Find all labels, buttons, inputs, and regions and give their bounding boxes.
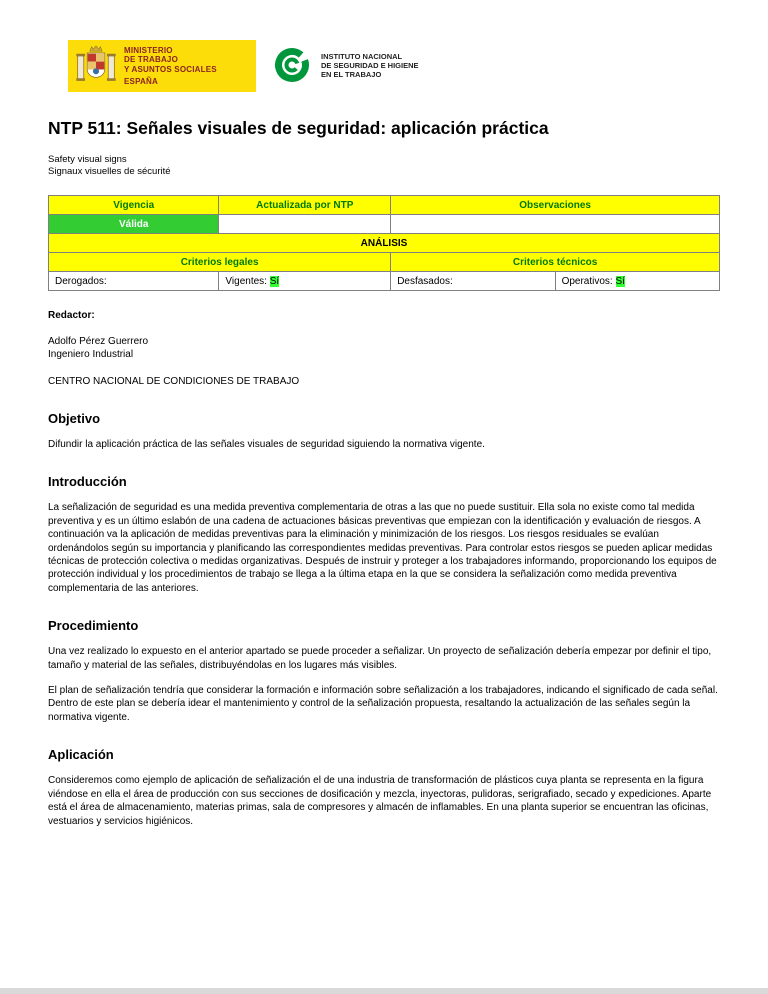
subtitles: [48, 154, 720, 178]
ministry-line-4: ESPAÑA: [124, 77, 158, 86]
ministry-line-3: Y ASUNTOS SOCIALES: [124, 64, 217, 74]
operativos-value: Sí: [615, 275, 625, 287]
page-title: NTP 511: Señales visuales de seguridad: aplicación práctica: [48, 118, 549, 138]
ministry-logo: [68, 40, 256, 92]
criterios-values-row: [49, 272, 720, 291]
header-observaciones: Observaciones: [391, 196, 720, 215]
ministry-logo-text: [124, 46, 217, 87]
observaciones-value-cell: [391, 215, 720, 234]
header-vigencia: Vigencia: [49, 196, 219, 215]
section-introduccion: [48, 474, 720, 595]
analisis-header-cell: ANÁLISIS: [49, 234, 720, 253]
validity-table: [48, 195, 720, 291]
operativos-label: Operativos:: [561, 275, 613, 287]
section-objetivo-paragraph: Difundir la aplicación práctica de las señales visuales de seguridad siguiendo la normativa vigente.: [48, 439, 485, 450]
section-introduccion-paragraph: La señalización de seguridad es una medida preventiva complementaria de otras a las que no puede sustituir. Ella sola no existe como tal medida preventiva y es un último eslabón de una cadena de actuaciones básicas preventivas que empiezan con la identificación y evaluación de riesgos. A continuación va la aplicación de medidas preventivas para la eliminación y minimización de los riesgos. Los riesgos residuales se evalúan ordenándolos según su importancia y planificando las correspondientes medidas preventivas. Para controlar estos riesgos se pueden aplicar medidas técnicas de protección colectiva o medidas organizativas. Después de instruir y proteger a los trabajadores informando, proporcionando los equipos de protección individual y los procedimientos de trabajo se llega a la última etapa en la que se considera la señalización como medida preventiva complementaria de las anteriores.: [48, 502, 717, 594]
page-bottom-edge: [0, 988, 768, 994]
ministry-line-2: DE TRABAJO: [124, 55, 179, 64]
ministry-line-1: MINISTERIO: [124, 45, 173, 55]
table-header-row: [49, 196, 720, 215]
subtitle-english: Safety visual signs: [48, 154, 127, 165]
insht-line-3: EN EL TRABAJO: [321, 69, 382, 79]
analisis-row: [49, 234, 720, 253]
redactor-role: Ingeniero Industrial: [48, 349, 134, 360]
vigentes-label: Vigentes:: [225, 275, 267, 287]
operativos-cell: [555, 272, 719, 291]
document-content: [0, 118, 768, 828]
actualizada-value-cell: [219, 215, 391, 234]
insht-emblem-icon: [272, 45, 312, 85]
redactor-name: Adolfo Pérez Guerrero: [48, 336, 149, 347]
criterios-header-row: [49, 253, 720, 272]
section-procedimiento-heading: Procedimiento: [48, 618, 139, 634]
section-aplicacion: [48, 747, 720, 828]
spain-coat-of-arms-icon: [75, 43, 117, 89]
page-header: [0, 0, 768, 92]
table-values-row: [49, 215, 720, 234]
section-objetivo-heading: Objetivo: [48, 411, 101, 426]
section-procedimiento-paragraph-1: Una vez realizado lo expuesto en el anterior apartado se puede proceder a señalizar. Un proyecto de señalización debería empezar por definir el tipo, tamaño y material de las señales, distribuyéndolas en los lugares más visibles.: [48, 646, 712, 671]
criterios-tecnicos-header: Criterios técnicos: [391, 253, 720, 272]
subtitle-french: Signaux visuelles de sécurité: [48, 166, 171, 177]
header-actualizada-por-ntp: Actualizada por NTP: [219, 196, 391, 215]
section-objetivo: [48, 411, 720, 451]
section-introduccion-heading: Introducción: [48, 474, 127, 490]
insht-line-2: DE SEGURIDAD E HIGIENE: [321, 60, 419, 70]
redactor-center: CENTRO NACIONAL DE CONDICIONES DE TRABAJO: [48, 376, 300, 387]
redactor-label: Redactor:: [48, 310, 95, 321]
vigentes-cell: [219, 272, 391, 291]
section-procedimiento-paragraph-2: El plan de señalización tendría que considerar la formación e información sobre señalización a los trabajadores, indicando el significado de cada señal. Dentro de este plan se debería idear el mantenimiento y control de la señalización propuesta, resaltando la actualización de las señales según la normativa vigente.: [48, 685, 718, 723]
insht-line-1: INSTITUTO NACIONAL: [321, 51, 403, 61]
desfasados-cell: Desfasados:: [391, 272, 555, 291]
derogados-cell: Derogados:: [49, 272, 219, 291]
criterios-legales-header: Criterios legales: [49, 253, 391, 272]
section-procedimiento: [48, 618, 720, 724]
section-aplicacion-heading: Aplicación: [48, 747, 114, 763]
insht-logo: [272, 40, 419, 85]
insht-logo-text: [321, 52, 419, 79]
vigentes-value: Sí: [269, 275, 280, 287]
vigencia-value-cell: Válida: [49, 215, 219, 234]
section-aplicacion-paragraph: Consideremos como ejemplo de aplicación de señalización el de una industria de transformación de plásticos cuya planta se representa en la figura viéndose en ella el área de producción con sus secciones de dosificación y mezcla, inyectoras, pulidoras, serigrafiado, secado y expediciones. Aparte está el área de almacenamiento, materias primas, sala de compresores y almacén de inflamables. En una planta superior se encuentran las oficinas, vestuarios y servicios higiénicos.: [48, 775, 712, 827]
